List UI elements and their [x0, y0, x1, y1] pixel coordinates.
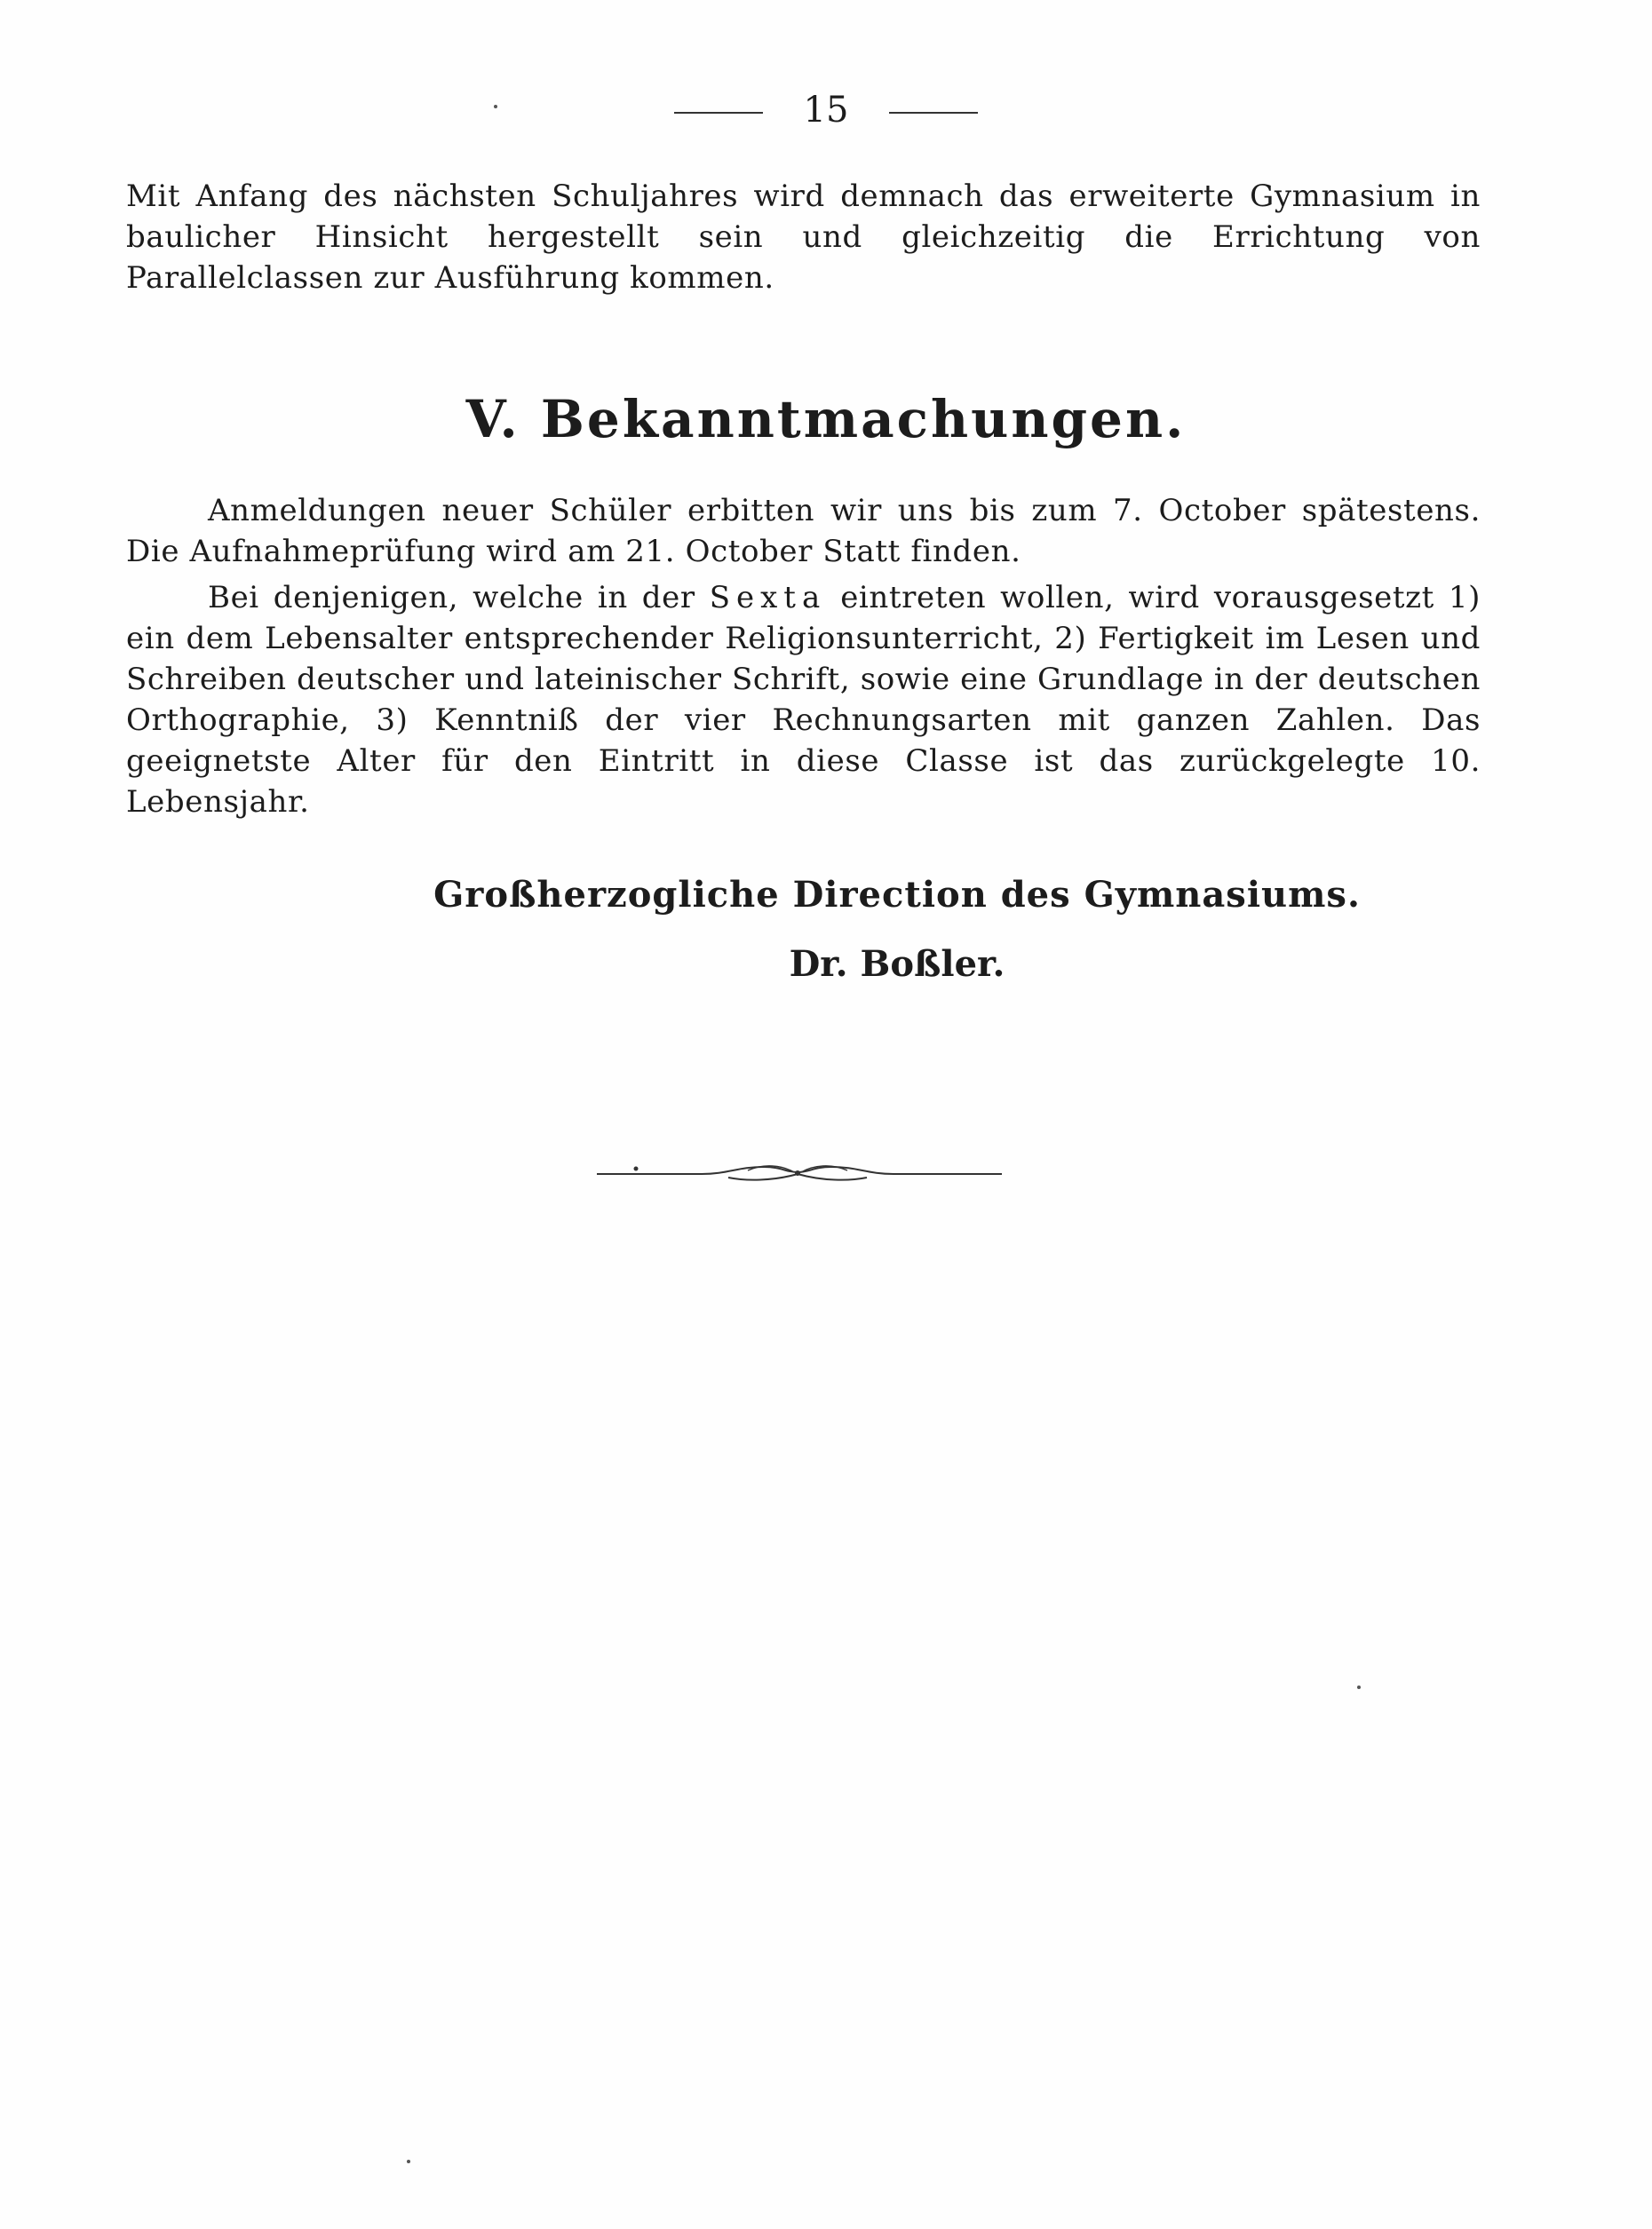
header-rule-left — [674, 112, 763, 114]
signature-name: Dr. Boßler. — [789, 943, 1005, 985]
intro-paragraph: Mit Anfang des nächsten Schuljahres wird demnach das erweiterte Gymnasium in baulicher Hinsicht hergestellt sein und gleichzeitig die Errichtung von Parallelclassen zur Ausführung kommen. — [126, 178, 1481, 296]
sexta-text-before: Bei denjenigen, welche in der — [208, 580, 695, 615]
page-number: 15 — [803, 90, 849, 131]
sexta-term: Sexta — [709, 580, 827, 615]
sexta-paragraph — [126, 577, 1481, 822]
page-header — [0, 87, 1652, 133]
paper-speck — [1357, 1686, 1361, 1689]
header-rule-right — [889, 112, 978, 114]
flourish-divider-icon — [595, 1160, 1004, 1186]
sexta-text-after: eintreten wollen, wird vorausgesetzt 1) ein dem Lebensalter entsprechender Religionsunterricht, 2) Fertigkeit im Lesen und Schreiben deutscher und lateinischer Schrift, sowie eine Grundlage in der deutschen Orthographie, 3) Kenntniß der vier Rechnungsarten mit ganzen Zahlen. Das geeignetste Alter für den Eintritt in diese Classe ist das zurückgelegte 10. Lebensjahr. — [126, 580, 1481, 820]
registration-paragraph: Anmeldungen neuer Schüler erbitten wir uns bis zum 7. October spätestens. Die Aufnahmeprüfung wird am 21. October Statt finden. — [126, 493, 1481, 569]
section-heading: V. Bekanntmachungen. — [465, 389, 1187, 449]
paper-speck — [407, 2160, 410, 2163]
signature-direction: Großherzogliche Direction des Gymnasiums. — [433, 874, 1361, 916]
paper-speck — [494, 105, 497, 108]
